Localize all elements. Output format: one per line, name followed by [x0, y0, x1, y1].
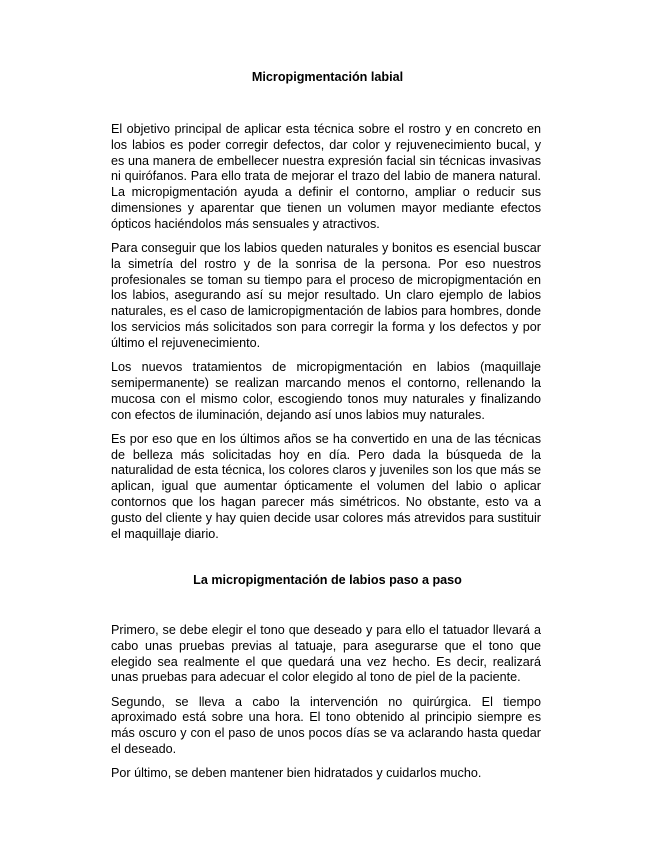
paragraph: Es por eso que en los últimos años se ha convertido en una de las técnicas de belleza más solicitadas hoy en día. Pero dada la búsqueda de la naturalidad de esta técnica, los colores claros y juveniles son los que más se aplican, igual que aumentar ópticamente el volumen del labio o aplicar contornos que los hagan parecer más simétricos. No obstante, esto va a gusto del cliente y hay quien decide usar colores más atrevidos para sustituir el maquillaje diario. — [111, 431, 541, 541]
paragraph: Por último, se deben mantener bien hidratados y cuidarlos mucho. — [111, 766, 482, 781]
intro-section — [111, 122, 541, 551]
steps-section — [111, 623, 541, 791]
section-subtitle: La micropigmentación de labios paso a paso — [193, 573, 462, 587]
paragraph: El objetivo principal de aplicar esta técnica sobre el rostro y en concreto en los labios es poder corregir defectos, dar color y rejuvenecimiento bucal, y es una manera de embellecer nuestra expresión facial sin técnicas invasivas ni quirófanos. Para ello trata de mejorar el trazo del labio de manera natural. La micropigmentación ayuda a definir el contorno, ampliar o reducir sus dimensiones y aparentar que tienen un volumen mayor mediante efectos ópticos haciéndolos más sensuales y atractivos. — [111, 122, 541, 231]
paragraph: Segundo, se lleva a cabo la intervención no quirúrgica. El tiempo aproximado está sobre una hora. El tono obtenido al principio siempre es más oscuro y con el paso de unos pocos días se va aclarando hasta quedar el deseado. — [111, 694, 541, 757]
paragraph: Los nuevos tratamientos de micropigmentación en labios (maquillaje semipermanente) se realizan marcando menos el contorno, rellenando la mucosa con el mismo color, escogiendo tonos muy naturales y finalizando con efectos de iluminación, dejando así unos labios muy naturales. — [111, 360, 541, 422]
document-title: Micropigmentación labial — [251, 70, 404, 84]
paragraph: Primero, se debe elegir el tono que deseado y para ello el tatuador llevará a cabo unas pruebas previas al tatuaje, para asegurarse que el tono que elegido sea realmente el que quedará una vez hecho. Es decir, realizará unas pruebas para adecuar el color elegido al tono de piel de la paciente. — [111, 623, 541, 685]
paragraph: Para conseguir que los labios queden naturales y bonitos es esencial buscar la simetría del rostro y de la sonrisa de la persona. Por eso nuestros profesionales se toman su tiempo para el proceso de micropigmentación en los labios, asegurando así su mejor resultado. Un claro ejemplo de labios naturales, es el caso de lamicropigmentación de labios para hombres, donde los servicios más solicitados son para corregir la forma y los defectos y por último el rejuvenecimiento. — [111, 241, 541, 350]
